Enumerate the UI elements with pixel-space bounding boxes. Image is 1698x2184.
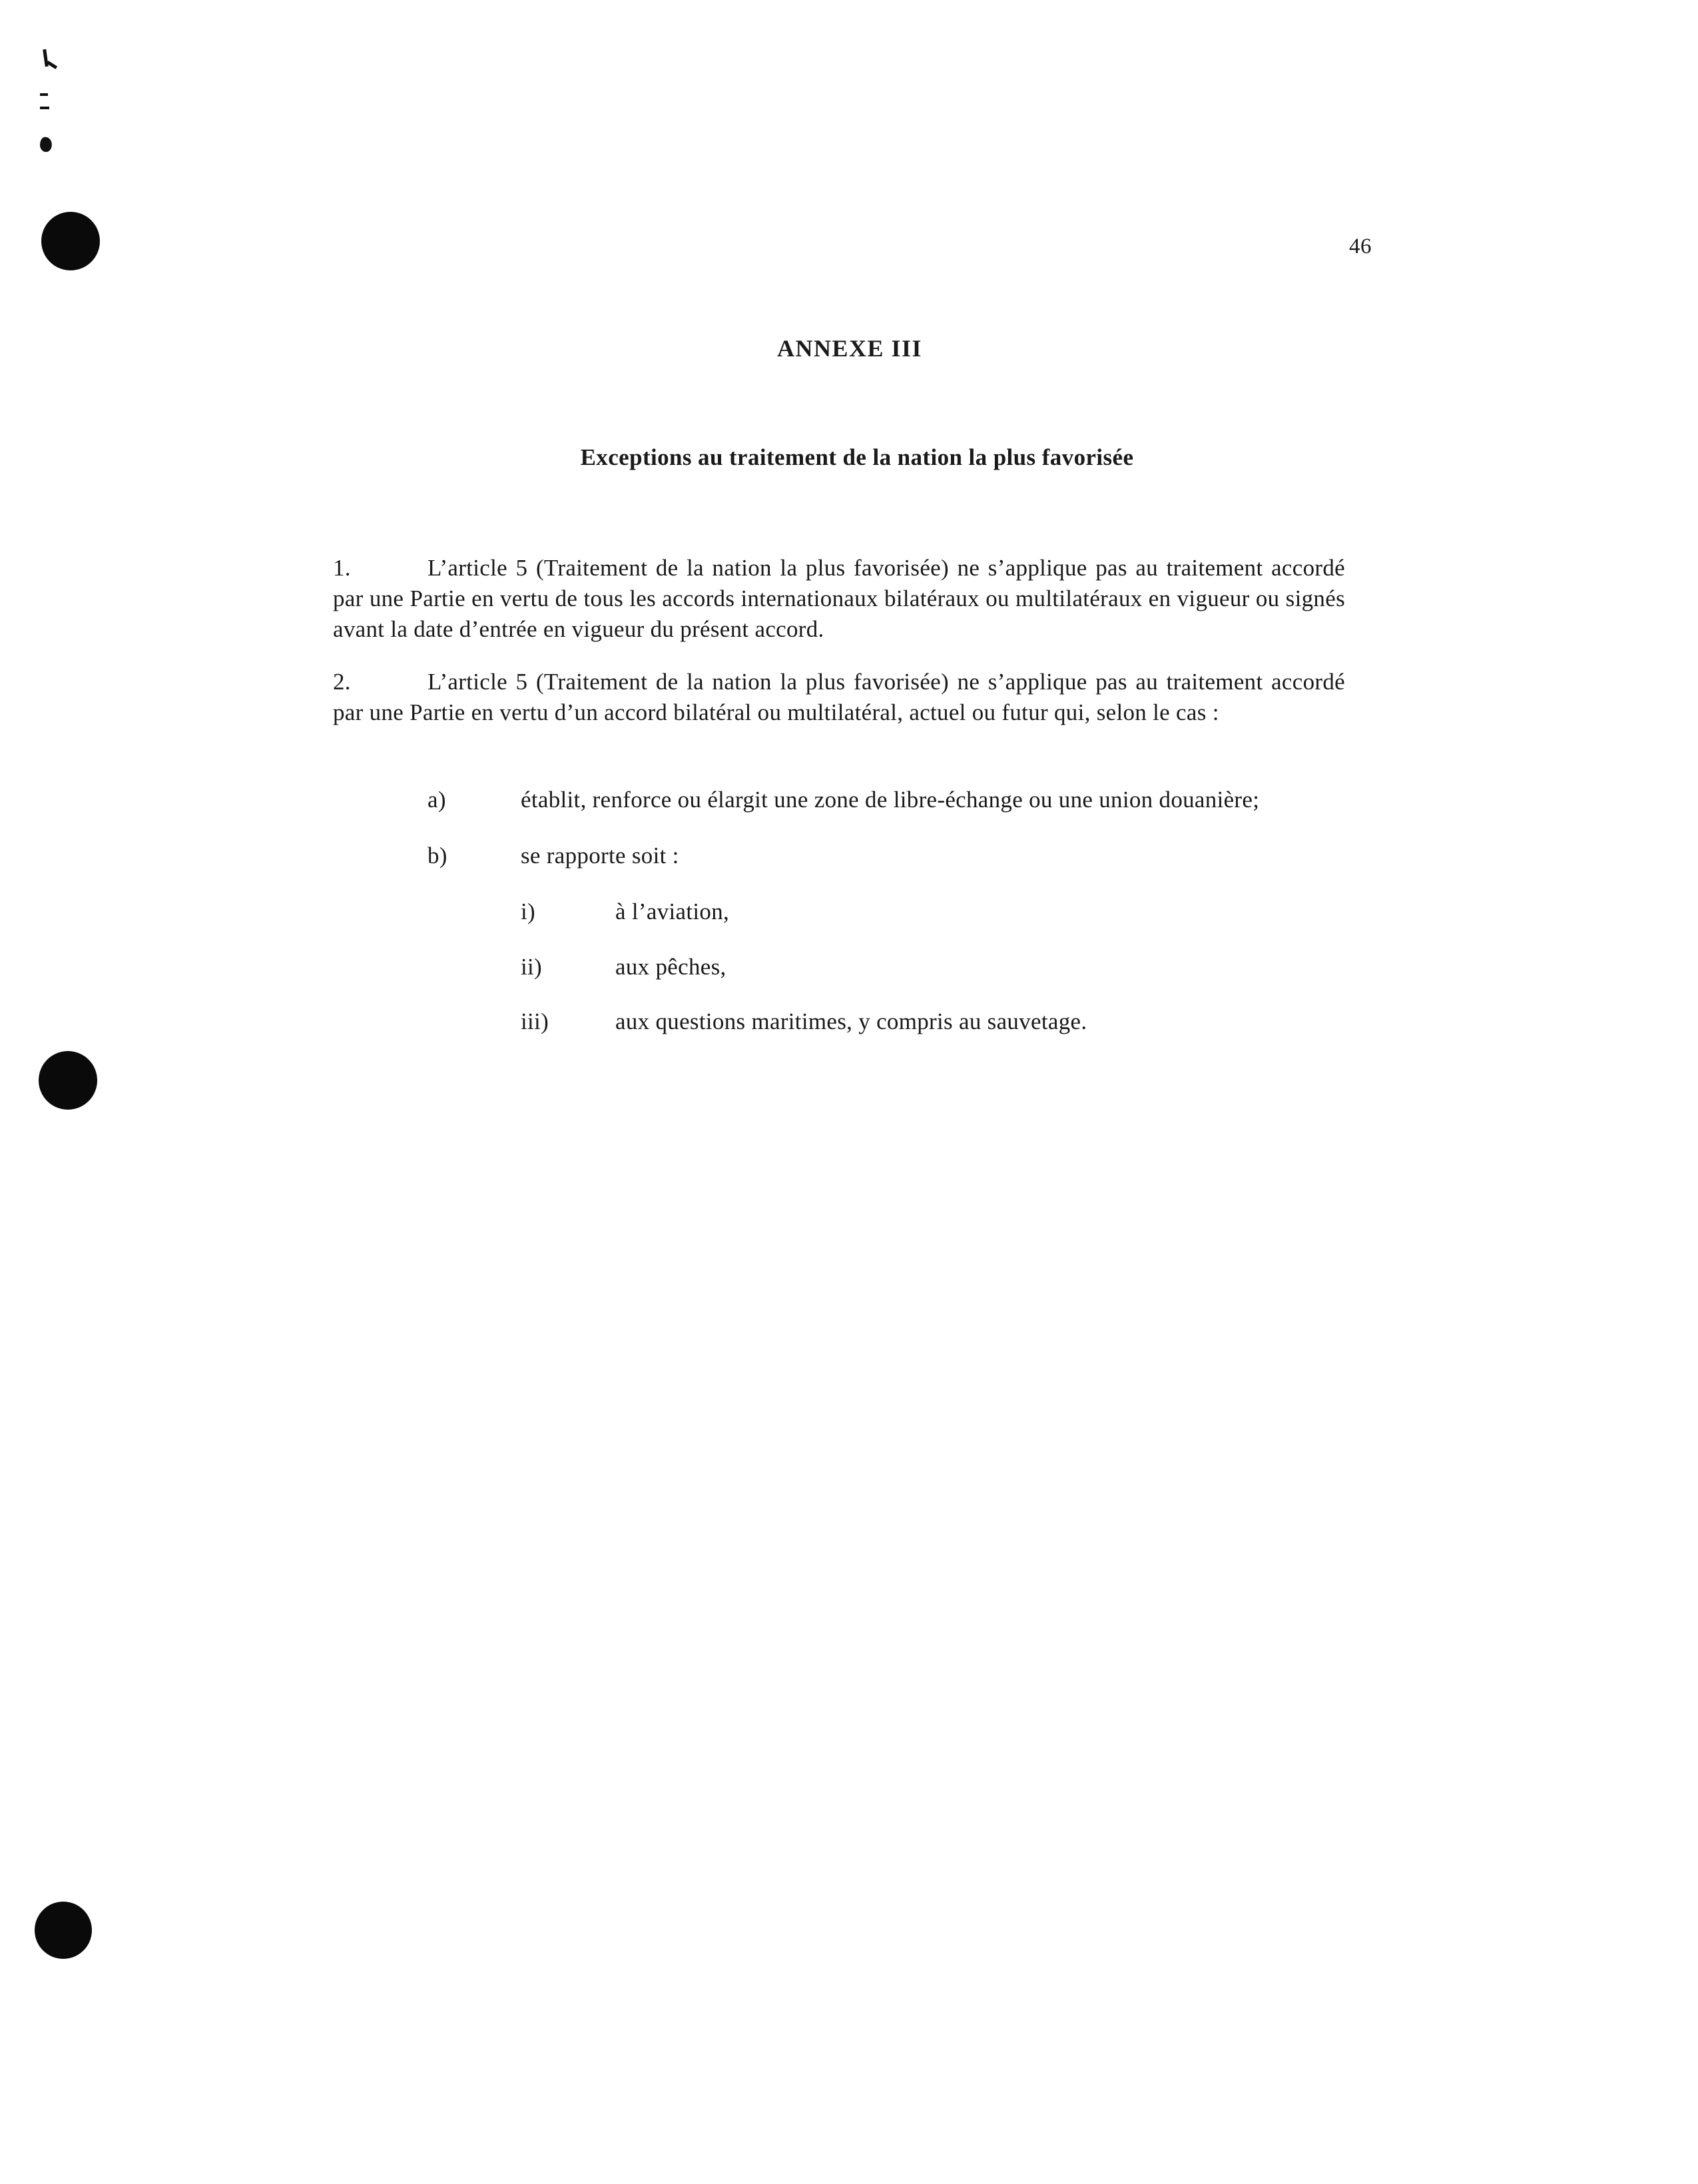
paragraph-number: 2. (333, 669, 351, 695)
paragraph-1 (333, 553, 1345, 645)
scan-artifact (40, 93, 48, 96)
list-item-text: se rapporte soit : (521, 843, 679, 869)
sub-list-item-label: iii) (521, 1008, 549, 1034)
scan-artifact (39, 136, 53, 153)
sub-list-item-label: ii) (521, 954, 543, 980)
list-item-label: b) (427, 843, 447, 869)
paragraph-text: L’article 5 (Traitement de la nation la plus favorisée) ne s’applique pas au traitement accordé par une Partie en vertu d’un accord bilatéral ou multilatéral, actuel ou futur qui, selon le cas : (333, 669, 1345, 725)
page-number: 46 (1349, 234, 1372, 258)
sub-list-item-text: aux pêches, (615, 954, 726, 980)
scan-artifact (40, 107, 49, 109)
punch-hole (41, 212, 100, 270)
punch-hole (39, 1051, 97, 1110)
paragraph-number: 1. (333, 555, 351, 581)
paragraph-2 (333, 667, 1345, 728)
list-item-text: établit, renforce ou élargit une zone de libre-échange ou une union douanière; (521, 787, 1260, 813)
list-item-label: a) (427, 787, 446, 813)
scan-artifact (47, 61, 57, 69)
sub-list-item-text: à l’aviation, (615, 899, 730, 924)
sub-list-item-label: i) (521, 899, 535, 924)
sub-list-item-text: aux questions maritimes, y compris au sauvetage. (615, 1008, 1087, 1034)
paragraph-text: L’article 5 (Traitement de la nation la plus favorisée) ne s’applique pas au traitement accordé par une Partie en vertu de tous les accords internationaux bilatéraux ou multilatéraux en vigueur ou signés avant la date d’entrée en vigueur du présent accord. (333, 555, 1345, 642)
annex-subtitle: Exceptions au traitement de la nation la plus favorisée (580, 444, 1134, 470)
annex-title: ANNEXE III (776, 335, 923, 362)
punch-hole (35, 1902, 92, 1959)
